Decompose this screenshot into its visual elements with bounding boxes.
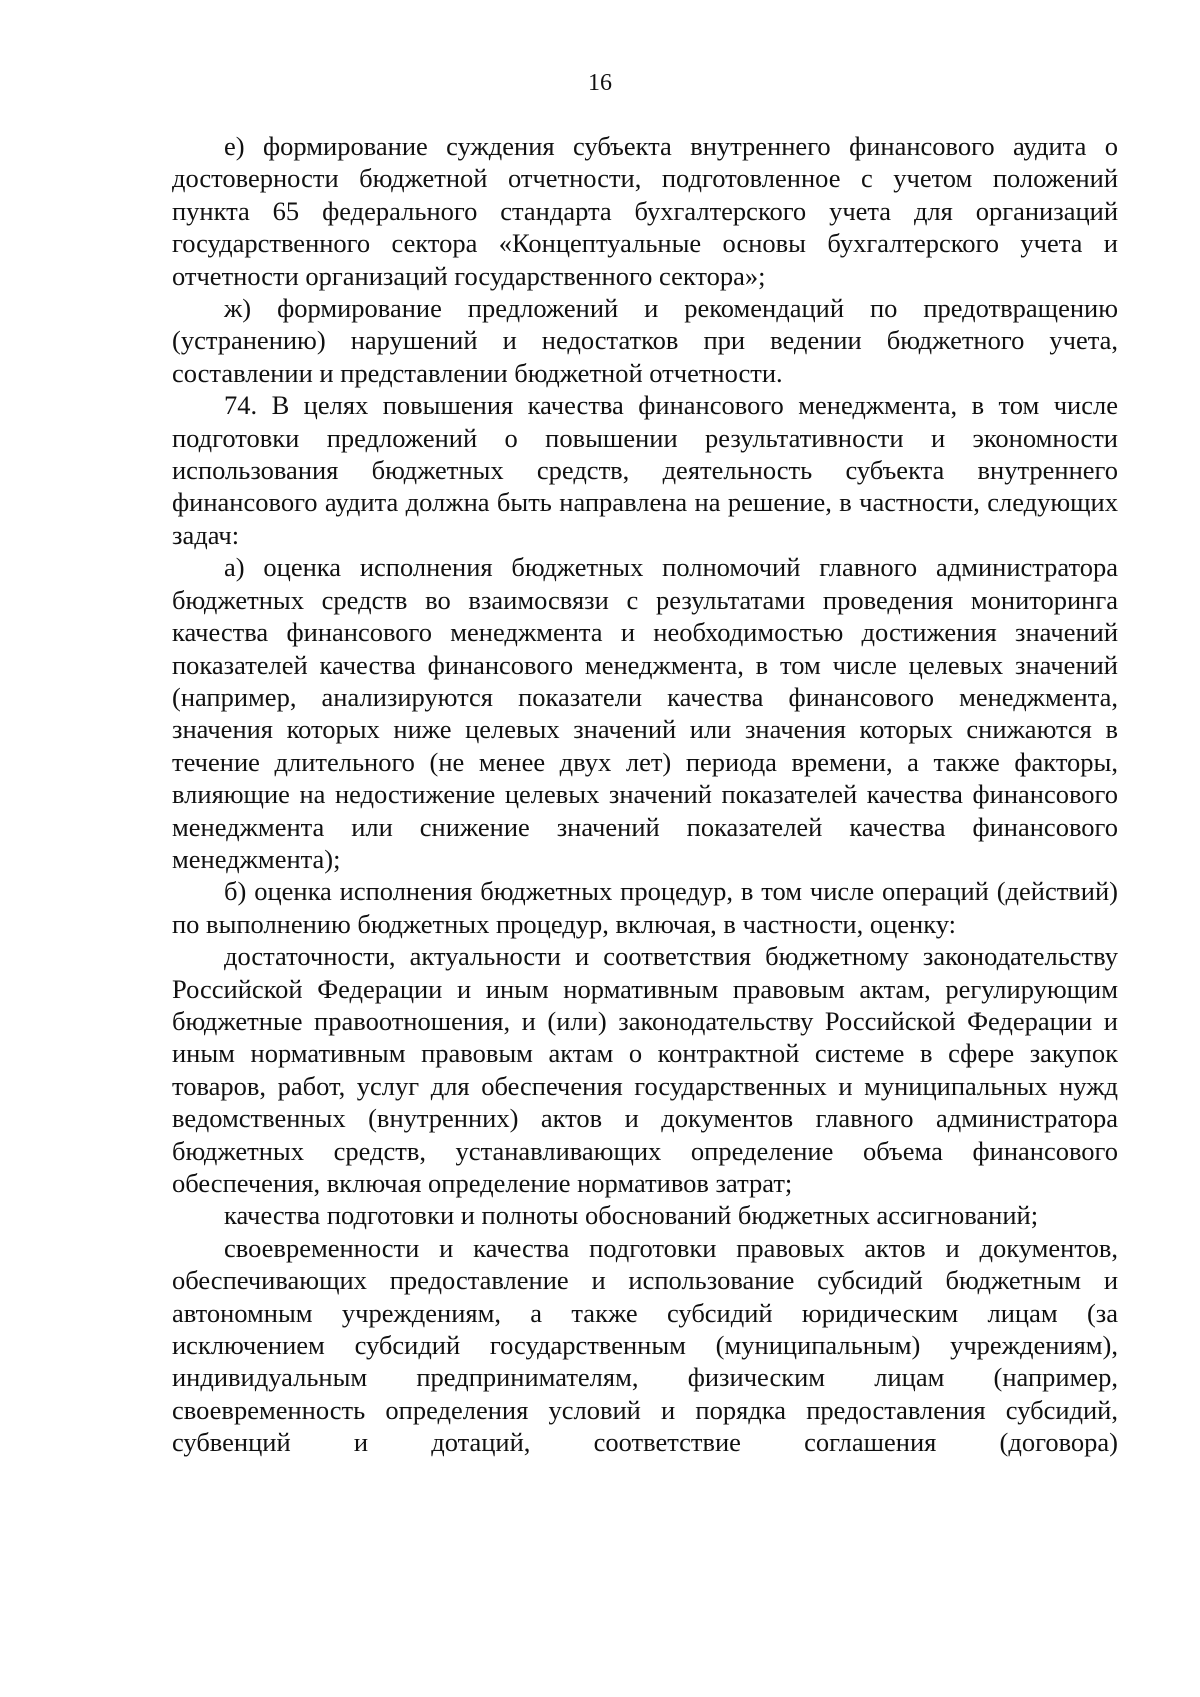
page-number: 16: [588, 70, 612, 96]
paragraph-subsidies-timeliness: своевременности и качества подготовки правовых актов и документов, обеспечивающих предоставление и использование субсидий бюджетным и автономным учреждениям, а также субсидий юридическим лицам (за исключением субсидий государственным (муниципальным) учреждениям), индивидуальным предпринимателям, физическим лицам (например, своевременность определения условий и порядка предоставления субсидий, субвенций и дотаций, соответствие соглашения (договора): [172, 1232, 1118, 1458]
paragraph-zh-proposals: ж) формирование предложений и рекомендаций по предотвращению (устранению) нарушений и недостатков при ведении бюджетного учета, составлении и представлении бюджетной отчетности.: [172, 293, 1118, 388]
paragraph-74-tasks: 74. В целях повышения качества финансового менеджмента, в том числе подготовки предложений о повышении результативности и экономности использования бюджетных средств, деятельность субъекта внутреннего финансового аудита должна быть направлена на решение, в частности, следующих задач:: [172, 390, 1118, 550]
paragraph-sufficiency: достаточности, актуальности и соответствия бюджетному законодательству Российской Федерации и иным нормативным правовым актам, регулирующим бюджетные правоотношения, и (или) законодательству Российской Федерации и иным нормативным правовым актам о контрактной системе в сфере закупок товаров, работ, услуг для обеспечения государственных и муниципальных нужд ведомственных (внутренних) актов и документов главного администратора бюджетных средств, устанавливающих определение объема финансового обеспечения, включая определение нормативов затрат;: [172, 941, 1118, 1198]
document-body: [172, 130, 1118, 1459]
paragraph-e-audit-opinion: е) формирование суждения субъекта внутреннего финансового аудита о достоверности бюджетной отчетности, подготовленное с учетом положений пункта 65 федерального стандарта бухгалтерского учета для организаций государственного сектора «Концептуальные основы бухгалтерского учета и отчетности организаций государственного сектора»;: [172, 131, 1118, 291]
paragraph-a-powers-assessment: а) оценка исполнения бюджетных полномочий главного администратора бюджетных средств во взаимосвязи с результатами проведения мониторинга качества финансового менеджмента и необходимостью достижения значений показателей качества финансового менеджмента, в том числе целевых значений (например, анализируются показатели качества финансового менеджмента, значения которых ниже целевых значений или значения которых снижаются в течение длительного (не менее двух лет) периода времени, а также факторы, влияющие на недостижение целевых значений показателей качества финансового менеджмента или снижение значений показателей качества финансового менеджмента);: [172, 552, 1118, 874]
paragraph-justification-quality: качества подготовки и полноты обоснований бюджетных ассигнований;: [224, 1200, 1039, 1231]
paragraph-b-procedures-assessment: б) оценка исполнения бюджетных процедур, в том числе операций (действий) по выполнению бюджетных процедур, включая, в частности, оценку:: [172, 876, 1118, 939]
